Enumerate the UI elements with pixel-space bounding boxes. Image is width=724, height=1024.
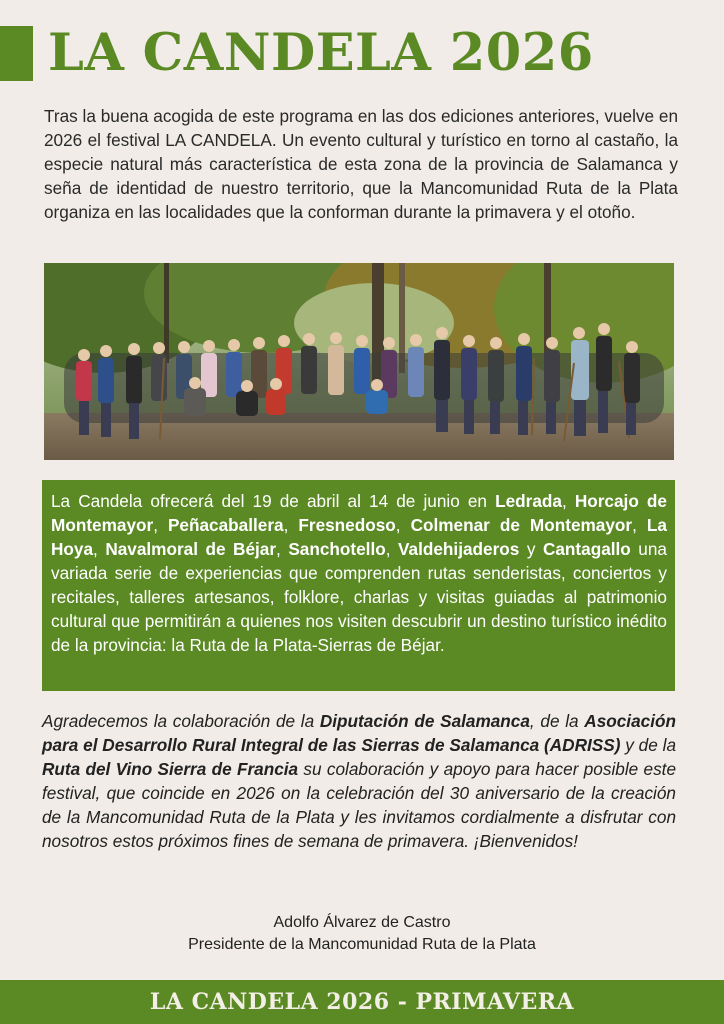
separator: , [93, 539, 106, 559]
town-name: Horcajo de Montemayor [51, 491, 667, 535]
signature-block [0, 912, 724, 956]
organization-name: Diputación de Salamanca [319, 711, 530, 731]
program-description-text: una variada serie de experiencias que comprenden rutas senderistas, conciertos y recitales, talleres artesanos, folklore, charlas y visitas guiadas al patrimonio cultural que permitirán a quienes nos visiten descubrir un destino turístico inédito de la provincia: la Ruta de la Plata-Sierras de Béjar. [51, 539, 667, 655]
town-name: La Hoya [51, 515, 667, 559]
town-name: Colmenar de Montemayor [410, 515, 633, 535]
title-accent-bar [0, 26, 33, 81]
separator: , [283, 515, 299, 535]
group-photo [44, 263, 674, 460]
town-name: Ledrada [495, 491, 562, 511]
organization-name: Ruta del Vino Sierra de Francia [42, 759, 299, 779]
town-name: Valdehijaderos [398, 539, 520, 559]
page-title: LA CANDELA 2026 [48, 23, 594, 83]
town-name: Navalmoral de Béjar [105, 539, 277, 559]
separator: , [632, 515, 647, 535]
acknowledgement-paragraph [42, 709, 676, 853]
intro-paragraph: Tras la buena acogida de este programa en las dos ediciones anteriores, vuelve en 2026 el festival LA CANDELA. Un evento cultural y turístico en torno al castaño, la especie natural más característica de esta zona de la provincia de Salamanca y seña de identidad de nuestro territorio, que la Mancomunidad Ruta de la Plata organiza en las localidades que la conforman durante la primavera y el otoño. [44, 106, 678, 222]
program-paragraph [51, 489, 667, 657]
thanks-text: su colaboración y apoyo para hacer posible este festival, que coincide en 2026 on la celebración del 30 aniversario de la creación de la Mancomunidad Ruta de la Plata y les invitamos cordialmente a disfrutar con nosotros estos próximos fines de semana de primavera. ¡Bienvenidos! [42, 759, 676, 851]
conjunction: y [519, 539, 543, 559]
footer-banner: LA CANDELA 2026 - PRIMAVERA [0, 980, 724, 1024]
separator: , [385, 539, 399, 559]
town-name: Sanchotello [288, 539, 386, 559]
thanks-text: y de la [620, 735, 677, 755]
program-box [42, 480, 675, 691]
program-intro-text: La Candela ofrecerá del 19 de abril al 14 de junio en [51, 491, 496, 511]
signatory-name: Adolfo Álvarez de Castro [273, 914, 451, 931]
separator: , [153, 515, 168, 535]
separator: , [395, 515, 411, 535]
signatory-role: Presidente de la Mancomunidad Ruta de la Plata [188, 936, 536, 953]
separator: , [276, 539, 289, 559]
organization-name: Asociación para el Desarrollo Rural Integral de las Sierras de Salamanca (ADRISS) [42, 711, 676, 755]
town-name: Fresnedoso [298, 515, 396, 535]
thanks-text: Agradecemos la colaboración de la [42, 711, 320, 731]
separator: , [561, 491, 575, 511]
town-name: Cantagallo [542, 539, 631, 559]
thanks-text: , de la [529, 711, 585, 731]
town-name: Peñacaballera [167, 515, 284, 535]
group-photo-forest-icon [44, 263, 674, 460]
